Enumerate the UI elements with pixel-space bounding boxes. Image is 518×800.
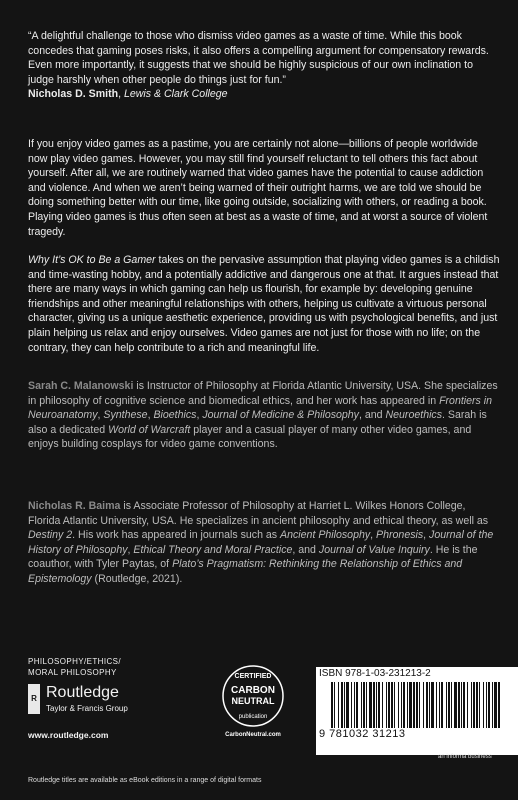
publisher-name: Routledge xyxy=(46,684,119,701)
informa-text: an informa business xyxy=(438,754,492,760)
book-title: Why It’s OK to Be a Gamer xyxy=(28,254,156,266)
intro-paragraph: If you enjoy video games as a pastime, you are certainly not alone—billions of people worldwide now play video games. However, you may still find yourself reluctant to tell others this fact about yourself. After all, we are routinely warned that video games have the potential to cause addiction and violence. And when we aren’t being warned of their outright harms, we are told we should be doing something better with our time, like going outside, socializing with others, or reading a book. Playing video games is thus often seen at best as a waste of time, and at worst a source of violent tragedy. xyxy=(28,138,488,238)
carbon-text: CARBON xyxy=(231,685,275,696)
neutral-text: NEUTRAL xyxy=(231,696,275,706)
isbn-label: ISBN 978-1-03-231213-2 xyxy=(319,668,431,679)
endorsement-quote: “A delightful challenge to those who dismiss video games as a waste of time. While this book concedes that gaming poses risks, it also offers a compelling argument for compensatory rewards. Even more importantly, it suggests that we should be highly suspicious of our own inclination to judge harshly when other people do things just for fun.” Nicholas D. Smith, Lewis & Clark College xyxy=(28,30,489,101)
carbon-neutral-url: CarbonNeutral.com xyxy=(225,732,281,738)
author-bio-baima: Nicholas R. Baima is Associate Professor of Philosophy at Harriet L. Wilkes Honors College, Florida Atlantic University, USA. He specializes in ancient philosophy and ethical theory, as well as Destiny 2. His work has appeared in journals such as Ancient Philosophy, Phronesis, Journal of the History of Philosophy, Ethical Theory and Moral Practice, and Journal of Value Inquiry. He is the coauthor, with Tyler Paytas, of Plato’s Pragmatism: Rethinking the Relationship of Ethics and Epistemology (Routledge, 2021). xyxy=(28,500,494,585)
quote-affiliation: Lewis & Clark College xyxy=(123,88,228,101)
ebook-note: Routledge titles are available as eBook editions in a range of digital formats xyxy=(28,777,262,784)
routledge-logo-icon: R xyxy=(28,684,40,714)
quote-text: “A delightful challenge to those who dismiss video games as a waste of time. While this book concedes that gaming poses risks, it also offers a compelling argument for compensatory rewards. Even more importantly, it suggests that we should be highly suspicious of our own inclination to judge harshly when other people do things just for fun.” xyxy=(28,30,489,86)
quote-author: Nicholas D. Smith xyxy=(28,88,119,101)
carbon-certified-text: CERTIFIED xyxy=(234,673,272,680)
author-name: Sarah C. Malanowski xyxy=(28,380,134,392)
description-paragraph: Why It’s OK to Be a Gamer takes on the pervasive assumption that playing video games is a childish and time-wasting hobby, and a potentially addictive and dangerous one at that. It argues instead that there are many ways in which gaming can help us flourish, for example by: developing genuine friendships and other meaningful relationships with others, helping us cultivate a virtuous personal character, giving us a unique aesthetic experience, providing us with psychological benefits, and just plain helping us relax and enjoy ourselves. Video games are not just for those with no life; on the contrary, they can help contribute to a rich and meaningful life. xyxy=(28,254,500,354)
publication-text: publication xyxy=(238,714,268,720)
publisher-url: www.routledge.com xyxy=(28,730,109,740)
barcode-digits: 9 781032 31213 xyxy=(319,728,406,740)
author-name: Nicholas R. Baima xyxy=(28,500,121,512)
carbon-neutral-logo-icon xyxy=(212,662,294,742)
subject-category: PHILOSOPHY/ETHICS/ MORAL PHILOSOPHY xyxy=(28,657,121,677)
publisher-group: Taylor & Francis Group xyxy=(46,704,128,713)
barcode-icon xyxy=(331,682,501,728)
isbn-barcode xyxy=(316,667,518,755)
author-bio-malanowski: Sarah C. Malanowski is Instructor of Philosophy at Florida Atlantic University, USA. She specializes in philosophy of cognitive science and biomedical ethics, and her work has appeared in Frontiers in Neuroanatomy, Synthese, Bioethics, Journal of Medicine & Philosophy, and Neuroethics. Sarah is also a dedicated World of Warcraft player and a casual player of many other video games, and enjoys building cosplays for video game conventions. xyxy=(28,380,498,451)
